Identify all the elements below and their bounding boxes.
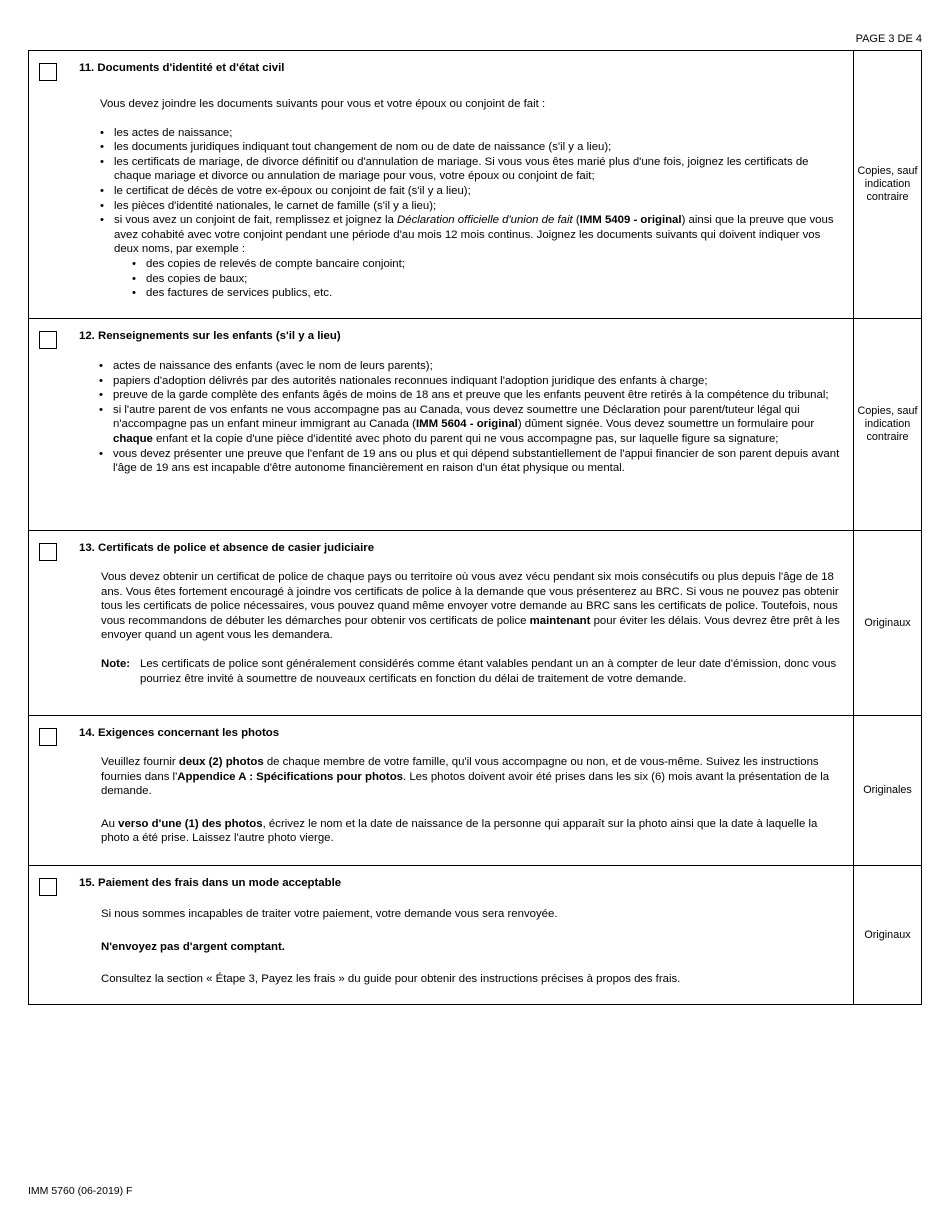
section-15-row bbox=[29, 866, 921, 1004]
sub-list-item: • des copies de baux; bbox=[130, 272, 845, 287]
section-14-doc-type: Originales bbox=[853, 716, 921, 865]
list-item: • vous devez présenter une preuve que l'enfant de 19 ans ou plus et qui dépend substantiellement de l'appui financier de son parent depuis avant l'âge de 19 ans est incapable d'être autonome financièrement en raison d'un état physique ou mental. bbox=[97, 447, 845, 476]
other-parent-text-c: ) dûment signée. Vous devez soumettre un formulaire pour bbox=[517, 418, 815, 431]
section-15-doc-type: Originaux bbox=[853, 866, 921, 1004]
section-13-row bbox=[29, 531, 921, 716]
section-12-row bbox=[29, 319, 921, 531]
section-11-doc-type: Copies, sauf indication contraire bbox=[853, 51, 921, 318]
police-text-a: Vous devez obtenir un certificat de police de chaque pays ou territoire où vous avez vécu pendant six mois consécutifs ou plus depuis l'âge de 18 ans. Vous êtes fortement encouragé à joindre vos certificats de police à la demande que vous présenterez au BRC. Si vous ne pouvez pas obtenir tous les certificats de police nécessaires, vous pouvez quand même envoyer votre demande au BRC sans les certificats de police. Toutefois, nous vous recommandons de débuter les démarches pour obtenir vos certificats de police bbox=[101, 571, 839, 627]
section-12-body bbox=[97, 359, 845, 476]
list-item: • actes de naissance des enfants (avec le nom de leurs parents); bbox=[97, 359, 845, 374]
section-11-title: 11. Documents d'identité et d'état civil bbox=[79, 62, 285, 74]
section-14-row bbox=[29, 716, 921, 866]
section-11-checkbox[interactable] bbox=[39, 63, 57, 81]
section-11-intro: Vous devez joindre les documents suivants pour vous et votre époux ou conjoint de fait : bbox=[100, 98, 546, 110]
other-parent-emphasis: chaque bbox=[113, 432, 153, 445]
photo-back-emphasis: verso d'une (1) des photos bbox=[118, 817, 263, 830]
section-13-title: 13. Certificats de police et absence de casier judiciaire bbox=[79, 542, 375, 554]
police-text-c: pour éviter les délais. Vous devrez être prêt à les envoyer quand un agent vous les demandera. bbox=[101, 614, 840, 642]
note-label: Note: bbox=[101, 657, 131, 670]
photo-text-c: de chaque membre de votre famille, qu'il vous accompagne ou non, et de vous-même. Suivez les instructions fournies dans l' bbox=[101, 756, 819, 783]
cl-text-c: ( bbox=[572, 214, 580, 227]
photo-text-a: Veuillez fournir bbox=[101, 756, 179, 768]
list-item: • les certificats de mariage, de divorce définitif ou d'annulation de mariage. Si vous vous êtes marié plus d'une fois, joignez les certificats de chaque mariage et divorce ou annulation de mariage pour vous, votre époux ou conjoint de fait; bbox=[98, 155, 845, 184]
section-15-paragraph-2: N'envoyez pas d'argent comptant. bbox=[101, 940, 285, 953]
section-12-checkbox[interactable] bbox=[39, 331, 57, 349]
section-13-paragraph bbox=[101, 570, 845, 643]
section-15-paragraph-3: Consultez la section « Étape 3, Payez les frais » du guide pour obtenir des instructions précises à propos des frais. bbox=[101, 973, 681, 986]
note-text: Les certificats de police sont généralement considérés comme étant valables pendant un an à compter de leur date d'émission, donc vous pourriez être invité à soumettre de nouveaux certificats en fonction du délai de traitement de votre demande. bbox=[140, 657, 837, 685]
form-code-footer: IMM 5760 (06-2019) F bbox=[28, 1185, 133, 1197]
section-13-doc-type: Originaux bbox=[853, 531, 921, 715]
photo-count: deux (2) photos bbox=[178, 756, 264, 768]
list-item: • papiers d'adoption délivrés par des autorités nationales reconnues indiquant l'adoption juridique des enfants à charge; bbox=[97, 374, 845, 389]
section-15-checkbox[interactable] bbox=[39, 878, 57, 896]
list-item: • les documents juridiques indiquant tout changement de nom ou de date de naissance (s'il y a lieu); bbox=[98, 140, 845, 155]
section-14-body bbox=[101, 755, 845, 846]
section-13-checkbox[interactable] bbox=[39, 543, 57, 561]
section-13-body bbox=[101, 570, 845, 686]
list-item-other-parent bbox=[97, 403, 845, 447]
section-11-row bbox=[29, 51, 921, 319]
section-14-checkbox[interactable] bbox=[39, 728, 57, 746]
section-11-sublist bbox=[114, 257, 845, 301]
photo-back-text-a: Au bbox=[101, 817, 119, 830]
section-12-list bbox=[97, 359, 845, 476]
section-15-title: 15. Paiement des frais dans un mode acceptable bbox=[79, 877, 342, 889]
section-14-paragraph-1 bbox=[101, 755, 845, 799]
list-item: • preuve de la garde complète des enfants âgés de moins de 18 ans et preuve que les enfants peuvent être retirés à la compétence du tribunal; bbox=[97, 388, 845, 403]
police-emphasis: maintenant bbox=[529, 614, 591, 627]
sub-list-item: • des copies de relevés de compte bancaire conjoint; bbox=[130, 257, 845, 272]
page-number: PAGE 3 DE 4 bbox=[855, 33, 922, 45]
section-15-paragraph-1: Si nous sommes incapables de traiter votre paiement, votre demande vous sera renvoyée. bbox=[101, 908, 558, 920]
cl-form-code: IMM 5409 - original bbox=[579, 214, 682, 227]
sub-list-item: • des factures de services publics, etc. bbox=[130, 286, 845, 301]
list-item-common-law bbox=[98, 213, 845, 301]
section-12-title: 12. Renseignements sur les enfants (s'il y a lieu) bbox=[79, 330, 341, 342]
photo-text-e: . Les photos doivent avoir été prises dans les six (6) mois avant la présentation de la demande. bbox=[101, 770, 830, 798]
other-parent-form-code: IMM 5604 - original bbox=[415, 418, 518, 431]
section-15-body bbox=[101, 907, 845, 987]
list-item: • les pièces d'identité nationales, le carnet de famille (s'il y a lieu); bbox=[98, 199, 845, 214]
photo-appendix: Appendice A : Spécifications pour photos bbox=[177, 770, 403, 783]
other-parent-text-a: si l'autre parent de vos enfants ne vous accompagne pas au Canada, vous devez soumettre une Déclaration pour parent/tuteur légal qui n'accompagne pas un enfant mineur immigrant au Canada ( bbox=[113, 403, 800, 431]
section-12-doc-type: Copies, sauf indication contraire bbox=[853, 319, 921, 530]
other-parent-text-e: enfant et la copie d'une pièce d'identité avec photo du parent qui ne vous accompagne pas, sur laquelle figure sa signature; bbox=[152, 432, 779, 445]
section-14-paragraph-2 bbox=[101, 817, 845, 846]
list-item: • le certificat de décès de votre ex-époux ou conjoint de fait (s'il y a lieu); bbox=[98, 184, 845, 199]
checklist-table bbox=[28, 50, 922, 1005]
section-13-note bbox=[101, 657, 845, 686]
cl-text-a: si vous avez un conjoint de fait, remplissez et joignez la bbox=[114, 214, 398, 227]
photo-back-text-c: , écrivez le nom et la date de naissance de la personne qui apparaît sur la photo ainsi que la date à laquelle la photo a été prise. Laissez l'autre photo vierge. bbox=[101, 817, 818, 845]
section-14-title: 14. Exigences concernant les photos bbox=[79, 727, 280, 739]
cl-form-name: Déclaration officielle d'union de fait bbox=[397, 214, 573, 227]
section-11-body bbox=[100, 97, 845, 301]
section-11-list bbox=[98, 126, 845, 301]
list-item: • les actes de naissance; bbox=[98, 126, 845, 141]
cl-text-e: ) ainsi que la preuve que vous avez cohabité avec votre conjoint pendant une période d'au mois 12 mois continus. Joignez les documents suivants qui doivent indiquer vos deux noms, par exemple : bbox=[114, 214, 834, 256]
